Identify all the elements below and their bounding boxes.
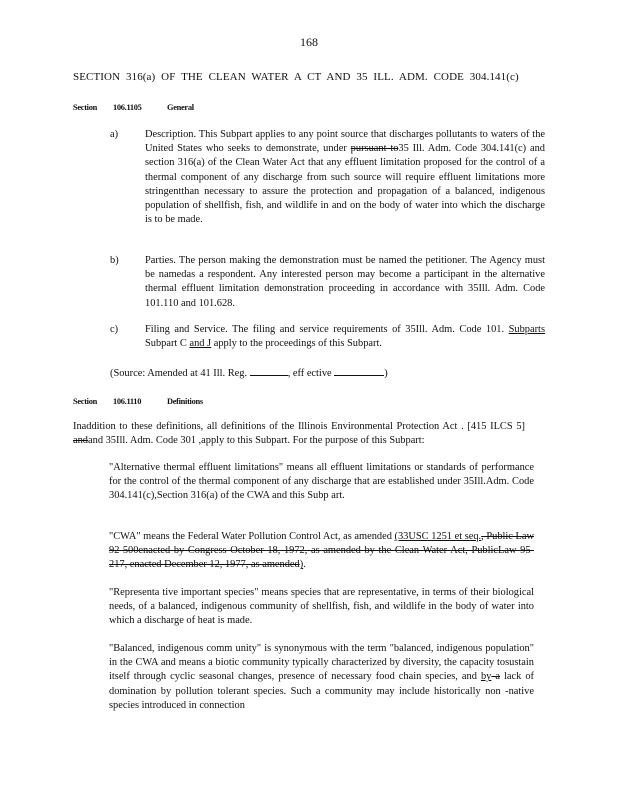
section-heading-1110 xyxy=(73,395,203,409)
item-c-text-mid: Subpart C xyxy=(145,338,190,350)
page-number: 168 xyxy=(300,35,318,49)
item-c-text: Filing and Service. The filing and service requirements of 35Ill. Adm. Code 101. xyxy=(145,324,509,335)
intro-deleted-text: and xyxy=(73,435,89,447)
cwa-end: . xyxy=(303,559,306,571)
source-close: ) xyxy=(384,368,388,379)
definitions-intro xyxy=(73,420,525,448)
item-a-paragraph xyxy=(145,128,545,227)
source-note xyxy=(110,365,388,381)
cwa-inserted-close: ) xyxy=(299,559,304,571)
item-c-marker: c) xyxy=(110,324,119,335)
definition-alternative-limitations: "Alternative thermal effluent limitations" means all effluent limitations or standards of performance for the control of the thermal component of any discharge that are established under 35Ill.Adm. Code 304.141(c),Section 316(a) of the CWA and this Subp art. xyxy=(109,462,534,502)
item-c-inserted-text-2: and J xyxy=(189,338,212,350)
section-label: Section xyxy=(73,397,97,406)
effective-date-blank xyxy=(334,365,384,376)
section-heading-1105 xyxy=(73,101,194,115)
document-title: SECTION 316(a) OF THE CLEAN WATER A CT AND 35 ILL. ADM. CODE 304.141(c) xyxy=(73,71,519,83)
section-title: Definitions xyxy=(167,397,203,406)
item-c-text-end: apply to the proceedings of this Subpart. xyxy=(211,338,382,350)
section-label: Section xyxy=(73,103,97,112)
section-title: General xyxy=(167,103,194,112)
item-a-deleted-text: pursuant to xyxy=(350,143,399,155)
intro-text-continued: and 35Ill. Adm. Code 301 ,apply to this Subpart. For the purpose of this Subpart: xyxy=(88,435,425,447)
balanced-deleted-text: a xyxy=(491,671,500,683)
cwa-inserted-text: (33USC 1251 et seq. xyxy=(394,531,482,542)
item-b-paragraph xyxy=(145,254,545,311)
balanced-inserted-text: by xyxy=(480,671,492,683)
section-number: 106.1110 xyxy=(113,397,142,406)
definition-cwa xyxy=(109,530,534,573)
source-text: (Source: Amended at 41 Ill. Reg. xyxy=(110,368,248,379)
cwa-text: "CWA" means the Federal Water Pollution Control Act, as amended xyxy=(109,531,395,542)
item-a-marker: a) xyxy=(110,129,119,140)
cwa-deleted-text: , Public Law 92-500enacted by Congress October 18, 1972, as amended by the Clean Water Act, PublicLaw 95-217, enacted December 12, 1977, as amended xyxy=(109,531,534,571)
item-a-text: Description. This Subpart applies to any point source that discharges pollutants to waters of the United States who seeks to demonstrate, under xyxy=(145,129,545,155)
item-b-marker: b) xyxy=(110,255,119,266)
definition-representative-species: "Representa tive important species" means species that are representative, in terms of their biological needs, of a balanced, indigenous community of shellfish, fish, and wildlife in the body of water into which a discharge of heat is made. xyxy=(109,587,534,627)
item-a-text-continued: 35 Ill. Adm. Code 304.141(c) and section 316(a) of the Clean Water Act that any effluent limitation proposed for the control of a thermal component of any discharge from such source will require effluent limitations more stringentthan necessary to assure the protection and propagation of a balanced, indigenous population of shellfish, fish, and wildlife in and on the body of water into which the discharge is to be made. xyxy=(145,143,545,226)
register-blank xyxy=(250,365,288,376)
source-effective-text: , eff ective xyxy=(287,368,332,379)
item-c-paragraph xyxy=(145,323,545,351)
intro-text: Inaddition to these definitions, all definitions of the Illinois Environmental Protection Act . [415 ILCS 5] xyxy=(73,421,525,432)
section-number: 106.1105 xyxy=(113,103,142,112)
balanced-text-continued: lack of domination by pollution tolerant species. Such a community may include historically non -native species introduced in connection xyxy=(109,671,534,711)
balanced-text: "Balanced, indigenous comm unity" is synonymous with the term "balanced, indigenous population" in the CWA and means a biotic community typically characterized by diversity, the capacity tosustain itself through cyclic seasonal changes, presence of necessary food chain species, and xyxy=(109,643,534,683)
definition-balanced-community xyxy=(109,642,534,713)
item-c-inserted-text: Subparts xyxy=(508,324,545,335)
item-b-text: Parties. The person making the demonstration must be named the petitioner. The Agency must be namedas a respondent. Any interested person may become a participant in the alternative thermal effluent limitation demonstration proceeding in accordance with 35Ill. Adm. Code 101.110 and 101.628. xyxy=(145,255,545,309)
